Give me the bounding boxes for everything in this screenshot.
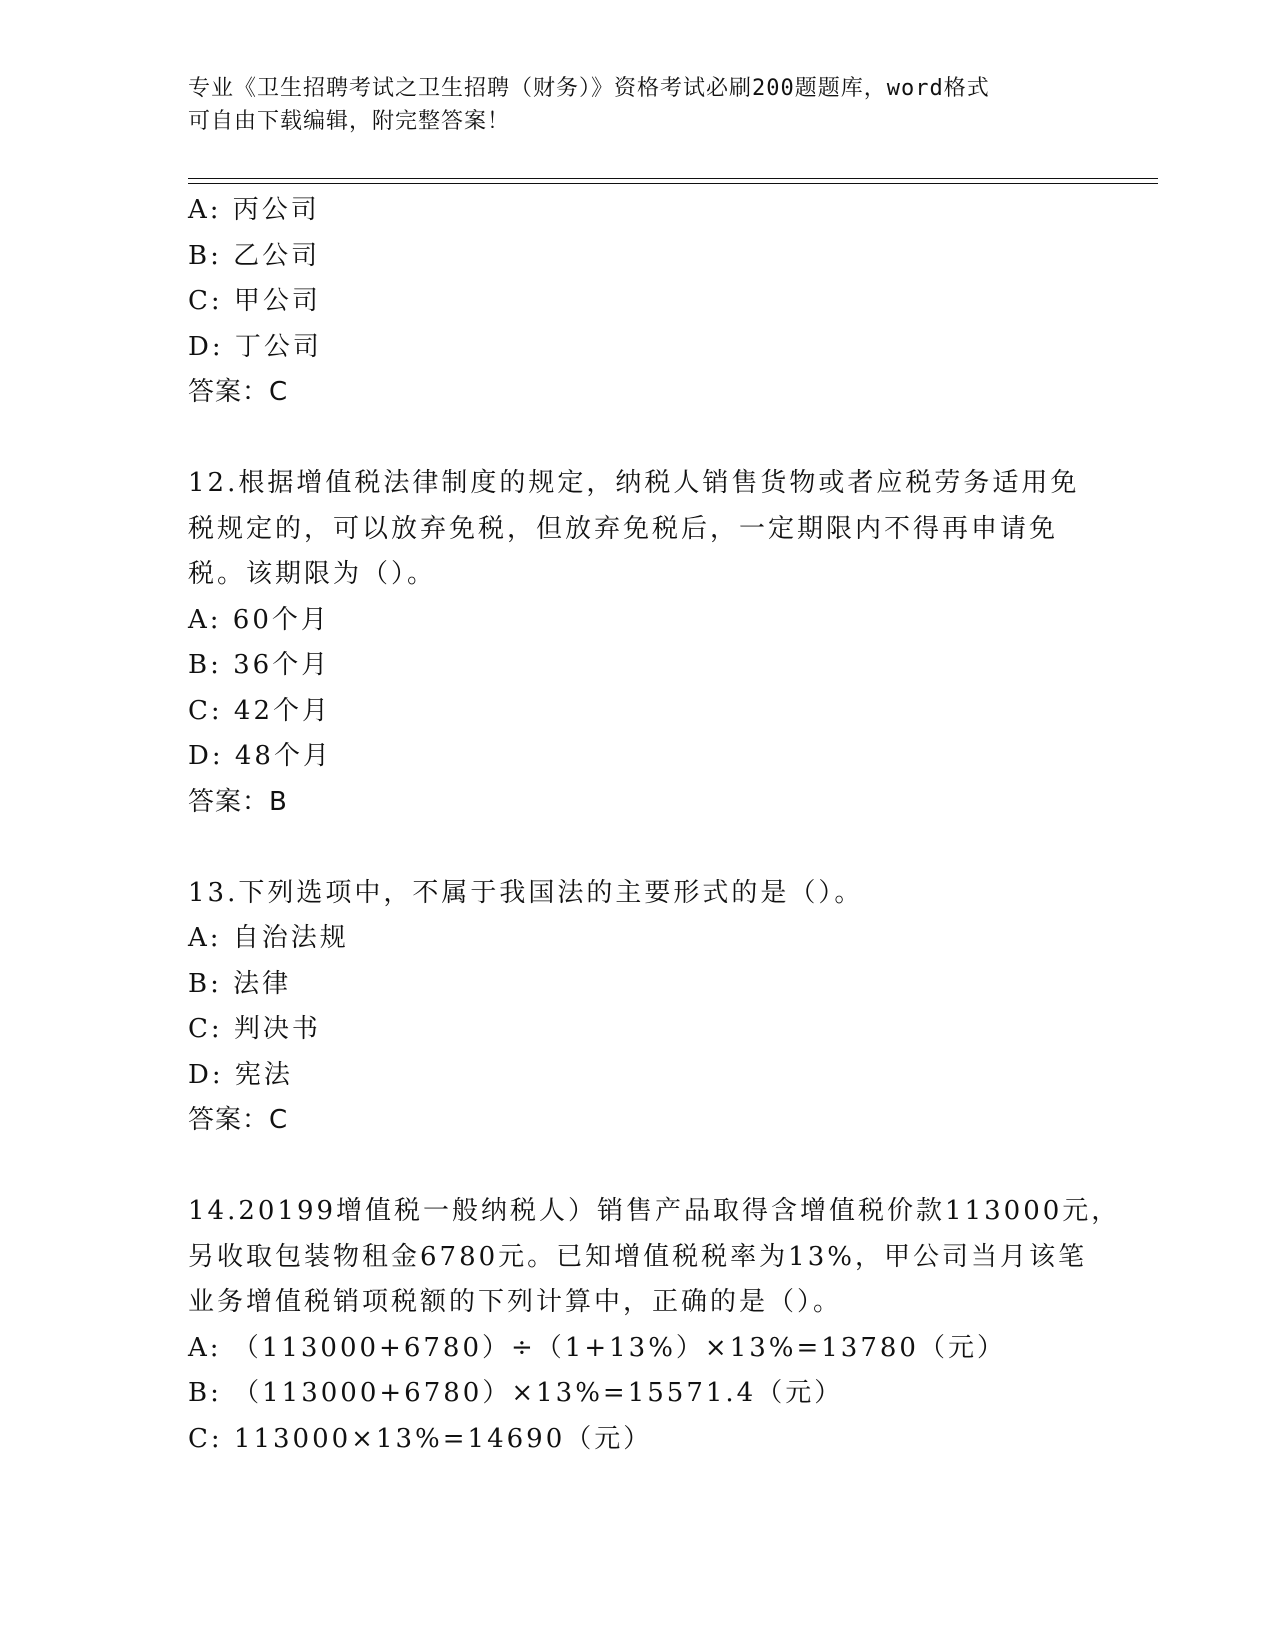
q13-option-c: C: 判决书 — [188, 1014, 321, 1044]
spacer — [188, 1144, 1088, 1190]
header-divider-top — [188, 178, 1158, 179]
q14-option-b: B: （113000+6780）×13%=15571.4（元） — [188, 1378, 844, 1408]
q12-stem-line-3: 税。该期限为（）。 — [188, 559, 437, 589]
q13-answer: 答案：C — [188, 1105, 289, 1135]
question-12-block — [188, 461, 1088, 825]
question-14-block — [188, 1189, 1121, 1462]
q12-stem-line-2: 税规定的，可以放弃免税，但放弃免税后，一定期限内不得再申请免 — [188, 513, 1059, 544]
q13-option-a: A: 自治法规 — [188, 923, 349, 953]
document-title-line-2: 可自由下载编辑，附完整答案！ — [188, 109, 511, 134]
q14-stem-line-2: 另收取包装物租金6780元。已知增值税税率为13%，甲公司当月该笔 — [188, 1241, 1087, 1272]
spacer — [188, 825, 1088, 871]
document-header — [188, 72, 1068, 138]
q12-option-d: D: 48个月 — [188, 741, 332, 771]
q12-option-b: B: 36个月 — [188, 650, 331, 680]
q14-option-c: C: 113000×13%=14690（元） — [188, 1423, 653, 1454]
q14-option-a: A: （113000+6780）÷（1+13%）×13%=13780（元） — [188, 1332, 1006, 1363]
q11-option-c: C: 甲公司 — [188, 286, 321, 316]
q12-option-c: C: 42个月 — [188, 695, 332, 726]
q13-option-b: B: 法律 — [188, 968, 292, 999]
q11-answer: 答案：C — [188, 377, 289, 407]
q12-stem-line-1: 12.根据增值税法律制度的规定，纳税人销售货物或者应税劳务适用免 — [188, 468, 1080, 498]
q12-option-a: A: 60个月 — [188, 604, 330, 635]
document-title-line-1: 专业《卫生招聘考试之卫生招聘（财务）》资格考试必刷200题题库，word格式 — [188, 76, 990, 101]
q13-stem-line-1: 13.下列选项中，不属于我国法的主要形式的是（）。 — [188, 877, 864, 908]
spacer — [188, 416, 1088, 462]
question-content — [188, 188, 1121, 1462]
q14-stem-line-3: 业务增值税销项税额的下列计算中，正确的是（）。 — [188, 1287, 843, 1317]
question-11-block — [188, 188, 1088, 416]
q14-stem-line-1: 14.20199增值税一般纳税人）销售产品取得含增值税价款113000元， — [188, 1196, 1121, 1226]
q11-option-d: D: 丁公司 — [188, 331, 322, 362]
q12-answer: 答案：B — [188, 786, 288, 817]
question-13-block — [188, 871, 1088, 1144]
q13-option-d: D: 宪法 — [188, 1059, 293, 1090]
q11-option-a: A: 丙公司 — [188, 195, 320, 225]
header-divider-bottom — [188, 183, 1158, 184]
q11-option-b: B: 乙公司 — [188, 240, 321, 271]
